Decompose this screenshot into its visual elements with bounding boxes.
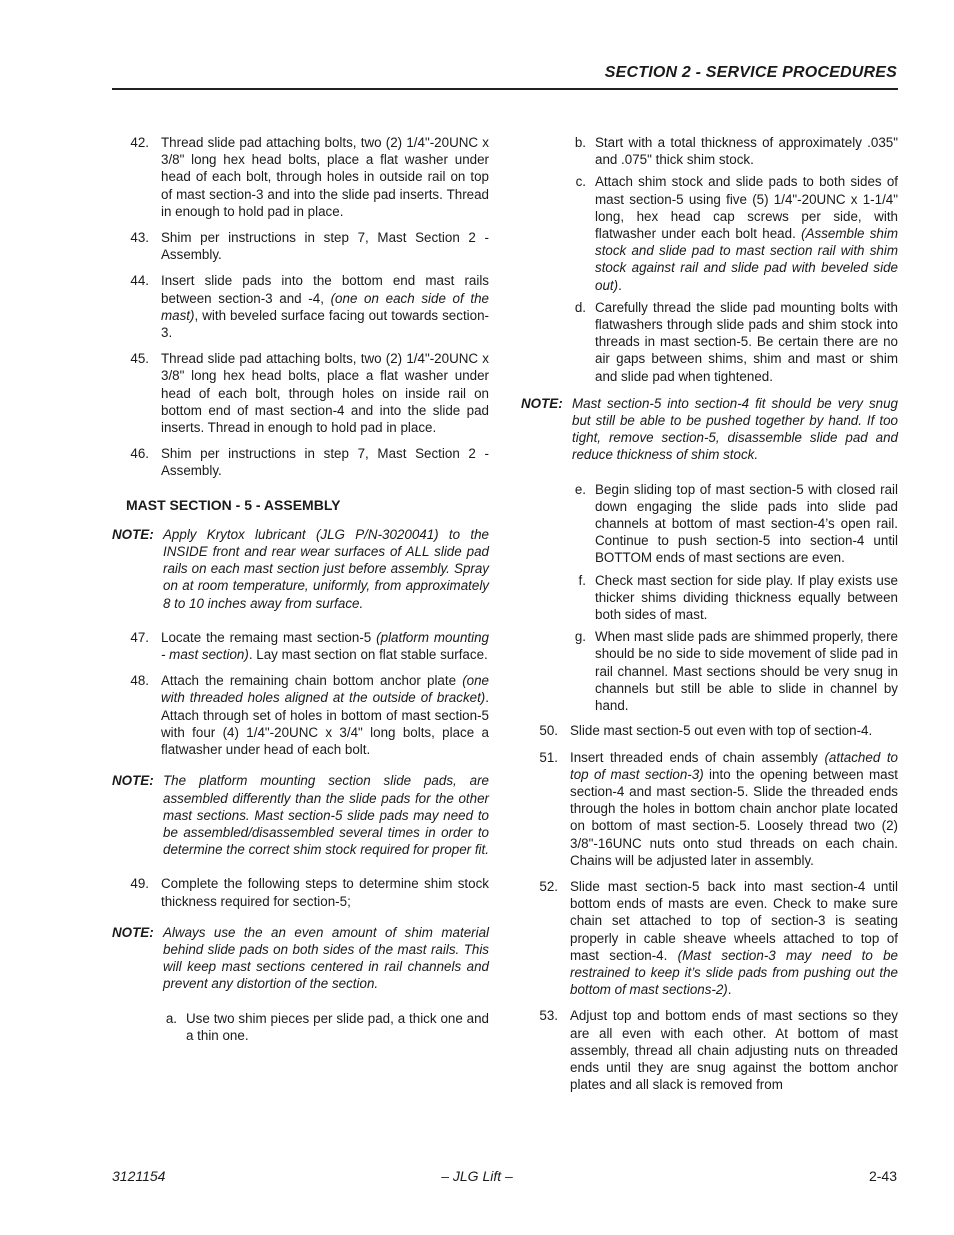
step-number: 44. [130, 273, 149, 289]
substep-text: Attach shim stock and slide pads to both sides of mast section-5 using five (5) 1/4"-20UNC x 1-1/4" long, hex head cap screws per side, with flatwasher under each bolt head. [595, 174, 898, 242]
step-text: Slide mast section-5 back into mast section-4 until bottom ends of masts are even. Check to make sure chain set attached to top of section-3 is seating properly in cable sheave wheels attached to top of mast section-4. [570, 878, 898, 963]
step-text: Insert threaded ends of chain assembly [570, 749, 825, 765]
substep-text: Carefully thread the slide pad mounting bolts with flatwashers through slide pads and shim stock into threads in mast section-5. Be certain there are no air gaps between shims, shim and mast or shim and slide pad when tightened. [595, 299, 898, 384]
note-shim-material [112, 924, 489, 993]
substep-letter: e. [574, 481, 586, 497]
step-number: 43. [130, 230, 149, 246]
note-text: Apply Krytox lubricant (JLG P/N-3020041) to the INSIDE front and rear wear surfaces of ALL slide pad rails on each mast section just before assembly. Spray on at room temperature, uniformly, from approximately 8 to 10 inches away from surface. [163, 526, 489, 611]
step-50 [521, 722, 898, 739]
step-number: 42. [130, 135, 149, 150]
substep-c [521, 173, 898, 293]
substep-letter: b. [574, 135, 586, 150]
substep-letter: f. [578, 572, 586, 588]
substep-b [521, 134, 898, 168]
step-number: 52. [539, 878, 558, 894]
substep-letter: a. [165, 1010, 177, 1026]
step-42 [112, 134, 489, 220]
footer-manual-number: 3121154 [112, 1168, 166, 1184]
step-text: . [727, 982, 732, 998]
substep-letter: d. [574, 299, 586, 315]
note-snug-fit [521, 395, 898, 464]
step-text: Thread slide pad attaching bolts, two (2) 1/4"-20UNC x 3/8" long hex head bolts, place a flat washer under head of each bolt, through holes on inside rail on bottom end of mast section-4 and into the slide pad inserts. Thread in enough to hold pad in place. [161, 351, 489, 436]
substep-e [521, 481, 898, 567]
step-46 [112, 445, 489, 479]
step-number: 46. [130, 446, 149, 462]
section-header-title: SECTION 2 - SERVICE PROCEDURES [604, 64, 897, 81]
substep-f [521, 572, 898, 624]
step-text: . Lay mast section on flat stable surface. [248, 647, 488, 663]
step-number: 50. [539, 723, 558, 739]
substep-text: Begin sliding top of mast section-5 with closed rail down engaging the slide pads into slide pad channels at bottom of mast section-4’s open rail. Continue to push section-5 into section-4 until BOTTOM ends of mast sections are even. [595, 481, 898, 566]
step-49 [112, 875, 489, 909]
step-number: 53. [539, 1008, 558, 1024]
step-number: 48. [130, 673, 149, 689]
substep-letter: g. [574, 629, 586, 645]
step-44 [112, 272, 489, 341]
step-text: Insert slide pads into the bottom end mast rails between section-3 and -4, [161, 273, 489, 306]
step-text: Locate the remaing mast section-5 [161, 629, 377, 645]
substep-text: When mast slide pads are shimmed properly, there should be no side to side movement of slide pad in rail channel. Mast sections should be very snug in channels but still be able to slide in channel by hand. [595, 629, 898, 714]
note-platform-slide-pads [112, 772, 489, 858]
step-number: 45. [130, 351, 149, 367]
step-text-italic: (attached to top of mast section-3) [570, 749, 898, 782]
step-52 [521, 878, 898, 998]
step-text: Thread slide pad attaching bolts, two (2) 1/4"-20UNC x 3/8" long hex head bolts, place a flat washer under head of each bolt, through holes in outside rail on top of mast section-3 and into the slide pad inserts. Thread in enough to hold pad in place. [161, 135, 489, 219]
note-text: Always use the an even amount of shim material behind slide pads on both sides of the mast rails. This will keep mast sections centered in rail channels and prevent any distortion of the section. [163, 924, 489, 992]
note-label: NOTE: [112, 526, 154, 542]
substep-text: Start with a total thickness of approximately .035" and .075" thick shim stock. [595, 135, 898, 168]
step-43 [112, 229, 489, 263]
step-number: 51. [539, 749, 558, 765]
step-text: . Attach through set of holes in bottom of mast section-5 with four (4) 1/4"-20UNC x 3/4" long bolts, place a flatwasher under head of each bolt. [161, 690, 489, 758]
step-45 [112, 350, 489, 436]
note-label: NOTE: [521, 395, 563, 411]
right-column [521, 134, 898, 1102]
header-rule [112, 88, 898, 90]
note-label: NOTE: [112, 773, 154, 789]
step-text: Complete the following steps to determine shim stock thickness required for section-5; [161, 876, 489, 909]
step-text: Attach the remaining chain bottom anchor plate [161, 673, 463, 689]
left-column [112, 134, 489, 1049]
step-number: 47. [130, 629, 149, 645]
section-heading: MAST SECTION - 5 - ASSEMBLY [126, 496, 341, 513]
note-text: Mast section-5 into section-4 fit should be very snug but still be able to be pushed together by hand. If too tight, remove section-5, disassemble slide pad and reduce thickness of shim stock. [572, 395, 898, 463]
step-text-italic: (Mast section-3 may need to be restrained to keep it’s slide pads from pushing out the bottom of mast sections-2) [570, 947, 899, 998]
step-text-italic: (one with threaded holes aligned at the outside of bracket) [161, 673, 489, 706]
step-text: Slide mast section-5 out even with top of section-4. [570, 723, 873, 739]
step-text: Shim per instructions in step 7, Mast Section 2 - Assembly. [161, 230, 489, 263]
substep-text: Check mast section for side play. If play exists use thicker shims dividing thickness equally between both sides of mast. [595, 572, 898, 623]
step-text-italic: (platform mounting - mast section) [161, 629, 489, 663]
step-51 [521, 749, 898, 869]
step-text: Shim per instructions in step 7, Mast Section 2 - Assembly. [161, 446, 489, 479]
step-47 [112, 629, 489, 663]
step-text-italic: (one on each side of the mast) [161, 290, 489, 323]
substep-d [521, 299, 898, 385]
note-label: NOTE: [112, 924, 154, 940]
step-text: Adjust top and bottom ends of mast sections so they are all even with each other. At bottom of mast assembly, thread all chain adjusting nuts on threaded ends until they are snug against the bottom anchor plates and all slack is removed from [570, 1008, 898, 1093]
step-text: , with beveled surface facing out towards section-3. [161, 307, 489, 341]
note-lubricant [112, 526, 489, 612]
step-48 [112, 672, 489, 758]
step-53 [521, 1007, 898, 1093]
substep-g [521, 628, 898, 714]
step-text: into the opening between mast section-4 and mast section-5. Slide the threaded ends through the holes in bottom chain anchor plate located on bottom of mast section-5. Loosely thread two (2) 3/8"-16UNC nuts onto stud threads on each chain. Chains will be adjusted later in assembly. [570, 766, 898, 868]
step-number: 49. [130, 876, 149, 892]
substep-a [112, 1010, 489, 1044]
substep-text: Use two shim pieces per slide pad, a thick one and a thin one. [186, 1010, 489, 1043]
substep-text: . [618, 277, 622, 293]
substep-letter: c. [575, 174, 586, 190]
footer-page-number: 2-43 [868, 1168, 897, 1184]
substep-text-italic: (Assemble shim stock and slide pad to mast section rail with shim stock against rail and slide pad with beveled side out) [595, 226, 899, 293]
footer-brand: – JLG Lift – [441, 1168, 513, 1184]
note-text: The platform mounting section slide pads, are assembled differently than the slide pads for the other mast sections. Mast section-5 slide pads may need to be assembled/disassembled several times in order to determine the correct shim stock required for proper fit. [163, 773, 489, 858]
